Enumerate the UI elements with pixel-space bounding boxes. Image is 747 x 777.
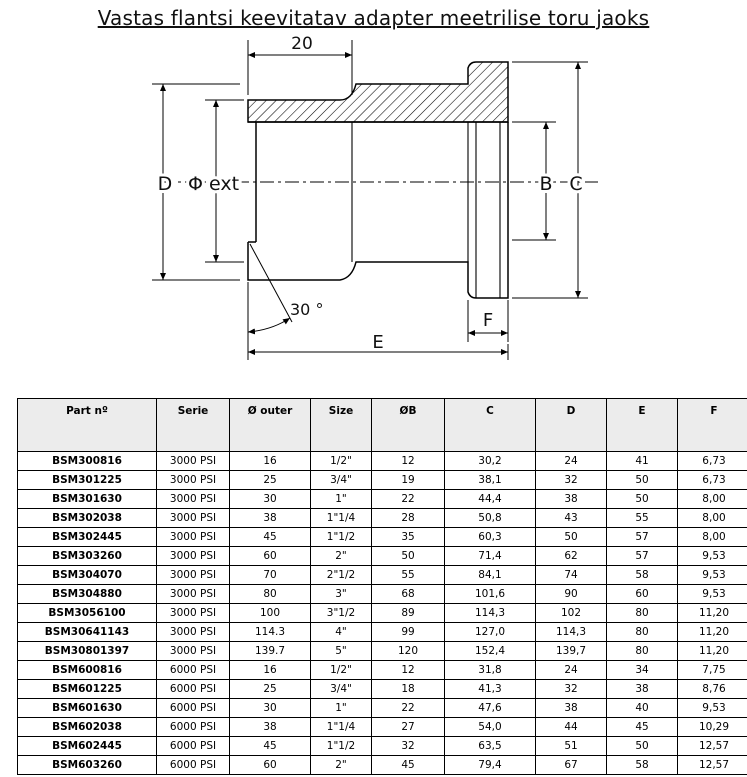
column-header: Part nº	[18, 399, 157, 452]
table-cell: 18	[372, 680, 445, 699]
table-row	[18, 718, 747, 737]
table-cell: 45	[372, 756, 445, 775]
table-cell: 38,1	[445, 471, 536, 490]
table-body	[18, 452, 747, 775]
table-cell: 45	[230, 737, 311, 756]
table-cell: 16	[230, 452, 311, 471]
column-header: E	[607, 399, 678, 452]
table-cell: 16	[230, 661, 311, 680]
table-cell: 6000 PSI	[157, 718, 230, 737]
table-row	[18, 604, 747, 623]
part-number-cell: BSM3056100	[18, 604, 157, 623]
table-cell: 60	[230, 756, 311, 775]
table-cell: 2"	[311, 547, 372, 566]
table-cell: 12	[372, 661, 445, 680]
table-cell: 51	[536, 737, 607, 756]
table-cell: 3/4"	[311, 471, 372, 490]
table-row	[18, 509, 747, 528]
table-cell: 30	[230, 490, 311, 509]
part-number-cell: BSM302445	[18, 528, 157, 547]
table-cell: 68	[372, 585, 445, 604]
table-cell: 32	[372, 737, 445, 756]
table-cell: 7,75	[678, 661, 747, 680]
part-number-cell: BSM303260	[18, 547, 157, 566]
table-row	[18, 547, 747, 566]
table-cell: 35	[372, 528, 445, 547]
table-cell: 102	[536, 604, 607, 623]
table-cell: 2"	[311, 756, 372, 775]
table-cell: 43	[536, 509, 607, 528]
part-number-cell: BSM304880	[18, 585, 157, 604]
table-cell: 74	[536, 566, 607, 585]
table-row	[18, 661, 747, 680]
dim-angle-label: 30 °	[290, 300, 324, 319]
table-cell: 38	[230, 718, 311, 737]
part-number-cell: BSM301225	[18, 471, 157, 490]
table-cell: 30,2	[445, 452, 536, 471]
table-cell: 80	[230, 585, 311, 604]
column-header: F	[678, 399, 747, 452]
column-header: Serie	[157, 399, 230, 452]
table-cell: 11,20	[678, 623, 747, 642]
table-cell: 57	[607, 528, 678, 547]
table-cell: 55	[607, 509, 678, 528]
table-cell: 3"	[311, 585, 372, 604]
table-cell: 31,8	[445, 661, 536, 680]
table-row	[18, 528, 747, 547]
table-cell: 3/4"	[311, 680, 372, 699]
table-cell: 114,3	[445, 604, 536, 623]
table-cell: 34	[607, 661, 678, 680]
table-cell: 38	[230, 509, 311, 528]
table-cell: 1"1/4	[311, 509, 372, 528]
table-cell: 12,57	[678, 756, 747, 775]
table-cell: 8,00	[678, 509, 747, 528]
table-cell: 8,76	[678, 680, 747, 699]
table-cell: 3000 PSI	[157, 604, 230, 623]
adapter-outline	[248, 62, 508, 298]
table-cell: 54,0	[445, 718, 536, 737]
flange-profile	[468, 122, 508, 298]
table-cell: 57	[607, 547, 678, 566]
table-cell: 10,29	[678, 718, 747, 737]
table-cell: 27	[372, 718, 445, 737]
table-row	[18, 566, 747, 585]
table-cell: 38	[607, 680, 678, 699]
table-cell: 79,4	[445, 756, 536, 775]
table-cell: 58	[607, 756, 678, 775]
part-number-cell: BSM300816	[18, 452, 157, 471]
table-cell: 3000 PSI	[157, 452, 230, 471]
table-cell: 3000 PSI	[157, 490, 230, 509]
table-cell: 24	[536, 661, 607, 680]
table-cell: 50	[372, 547, 445, 566]
column-header: D	[536, 399, 607, 452]
table-cell: 9,53	[678, 547, 747, 566]
table-cell: 44,4	[445, 490, 536, 509]
table-cell: 12	[372, 452, 445, 471]
table-cell: 38	[536, 699, 607, 718]
table-cell: 120	[372, 642, 445, 661]
table-cell: 60	[607, 585, 678, 604]
table-cell: 1"1/4	[311, 718, 372, 737]
table-cell: 32	[536, 680, 607, 699]
table-cell: 1"	[311, 699, 372, 718]
table-cell: 114.3	[230, 623, 311, 642]
table-row	[18, 642, 747, 661]
table-cell: 6000 PSI	[157, 756, 230, 775]
table-cell: 101,6	[445, 585, 536, 604]
table-cell: 3000 PSI	[157, 471, 230, 490]
dim-f-label: F	[482, 310, 494, 331]
table-cell: 41,3	[445, 680, 536, 699]
part-number-cell: BSM602038	[18, 718, 157, 737]
part-number-cell: BSM302038	[18, 509, 157, 528]
dim-phi-ext-label: Φ ext	[188, 173, 240, 195]
table-row	[18, 490, 747, 509]
table-cell: 6000 PSI	[157, 699, 230, 718]
column-header: ØB	[372, 399, 445, 452]
table-cell: 60	[230, 547, 311, 566]
dim-20-label: 20	[291, 34, 313, 54]
table-cell: 30	[230, 699, 311, 718]
part-number-cell: BSM30801397	[18, 642, 157, 661]
table-cell: 89	[372, 604, 445, 623]
table-cell: 6,73	[678, 452, 747, 471]
table-cell: 41	[607, 452, 678, 471]
part-number-cell: BSM30641143	[18, 623, 157, 642]
part-number-cell: BSM601630	[18, 699, 157, 718]
table-cell: 50	[607, 471, 678, 490]
table-cell: 3"1/2	[311, 604, 372, 623]
part-number-cell: BSM601225	[18, 680, 157, 699]
table-row	[18, 756, 747, 775]
table-cell: 6000 PSI	[157, 680, 230, 699]
dim-b-label: B	[539, 173, 553, 195]
table-row	[18, 737, 747, 756]
table-cell: 3000 PSI	[157, 585, 230, 604]
table-cell: 71,4	[445, 547, 536, 566]
table-cell: 24	[536, 452, 607, 471]
column-header: Size	[311, 399, 372, 452]
table-cell: 19	[372, 471, 445, 490]
table-cell: 139.7	[230, 642, 311, 661]
table-cell: 127,0	[445, 623, 536, 642]
table-row	[18, 623, 747, 642]
table-cell: 1"	[311, 490, 372, 509]
table-cell: 9,53	[678, 699, 747, 718]
table-cell: 55	[372, 566, 445, 585]
table-cell: 3000 PSI	[157, 509, 230, 528]
table-cell: 80	[607, 623, 678, 642]
table-cell: 12,57	[678, 737, 747, 756]
table-row	[18, 452, 747, 471]
column-header: C	[445, 399, 536, 452]
table-cell: 2"1/2	[311, 566, 372, 585]
table-cell: 139,7	[536, 642, 607, 661]
table-cell: 22	[372, 699, 445, 718]
wall-section-hatch	[248, 62, 508, 122]
part-number-cell: BSM603260	[18, 756, 157, 775]
table-cell: 99	[372, 623, 445, 642]
table-cell: 50,8	[445, 509, 536, 528]
table-cell: 8,00	[678, 528, 747, 547]
dim-c-label: C	[569, 173, 583, 195]
table-cell: 25	[230, 680, 311, 699]
lower-body	[248, 242, 468, 280]
table-cell: 50	[607, 490, 678, 509]
table-cell: 60,3	[445, 528, 536, 547]
table-cell: 9,53	[678, 566, 747, 585]
table-cell: 1"1/2	[311, 737, 372, 756]
table-cell: 4"	[311, 623, 372, 642]
table-cell: 67	[536, 756, 607, 775]
table-cell: 11,20	[678, 604, 747, 623]
part-number-cell: BSM301630	[18, 490, 157, 509]
table-cell: 6000 PSI	[157, 737, 230, 756]
table-cell: 40	[607, 699, 678, 718]
table-cell: 28	[372, 509, 445, 528]
dim-e-label: E	[372, 332, 384, 353]
table-cell: 6000 PSI	[157, 661, 230, 680]
column-header: Ø outer	[230, 399, 311, 452]
table-cell: 80	[607, 642, 678, 661]
table-cell: 80	[607, 604, 678, 623]
table-row	[18, 585, 747, 604]
table-cell: 70	[230, 566, 311, 585]
table-cell: 25	[230, 471, 311, 490]
table-cell: 22	[372, 490, 445, 509]
table-cell: 3000 PSI	[157, 547, 230, 566]
table-row	[18, 699, 747, 718]
table-cell: 44	[536, 718, 607, 737]
table-cell: 11,20	[678, 642, 747, 661]
table-cell: 114,3	[536, 623, 607, 642]
specifications-table	[17, 398, 747, 775]
table-cell: 58	[607, 566, 678, 585]
table-cell: 1/2"	[311, 661, 372, 680]
table-cell: 47,6	[445, 699, 536, 718]
table-cell: 3000 PSI	[157, 528, 230, 547]
table-row	[18, 471, 747, 490]
table-cell: 1/2"	[311, 452, 372, 471]
table-header-row	[18, 399, 747, 452]
table-cell: 50	[536, 528, 607, 547]
table-cell: 3000 PSI	[157, 623, 230, 642]
table-cell: 45	[230, 528, 311, 547]
table-cell: 1"1/2	[311, 528, 372, 547]
page-title: Vastas flantsi keevitatav adapter meetrilise toru jaoks	[97, 6, 650, 30]
table-cell: 63,5	[445, 737, 536, 756]
table-cell: 3000 PSI	[157, 566, 230, 585]
table-cell: 6,73	[678, 471, 747, 490]
table-cell: 62	[536, 547, 607, 566]
part-number-cell: BSM602445	[18, 737, 157, 756]
table-cell: 45	[607, 718, 678, 737]
table-cell: 50	[607, 737, 678, 756]
table-cell: 152,4	[445, 642, 536, 661]
part-number-cell: BSM600816	[18, 661, 157, 680]
table-cell: 3000 PSI	[157, 642, 230, 661]
table-cell: 84,1	[445, 566, 536, 585]
table-row	[18, 680, 747, 699]
dim-d-label: D	[157, 173, 173, 195]
table-cell: 9,53	[678, 585, 747, 604]
table-cell: 100	[230, 604, 311, 623]
table-cell: 5"	[311, 642, 372, 661]
table-cell: 8,00	[678, 490, 747, 509]
table-cell: 38	[536, 490, 607, 509]
table-cell: 32	[536, 471, 607, 490]
part-number-cell: BSM304070	[18, 566, 157, 585]
table-cell: 90	[536, 585, 607, 604]
